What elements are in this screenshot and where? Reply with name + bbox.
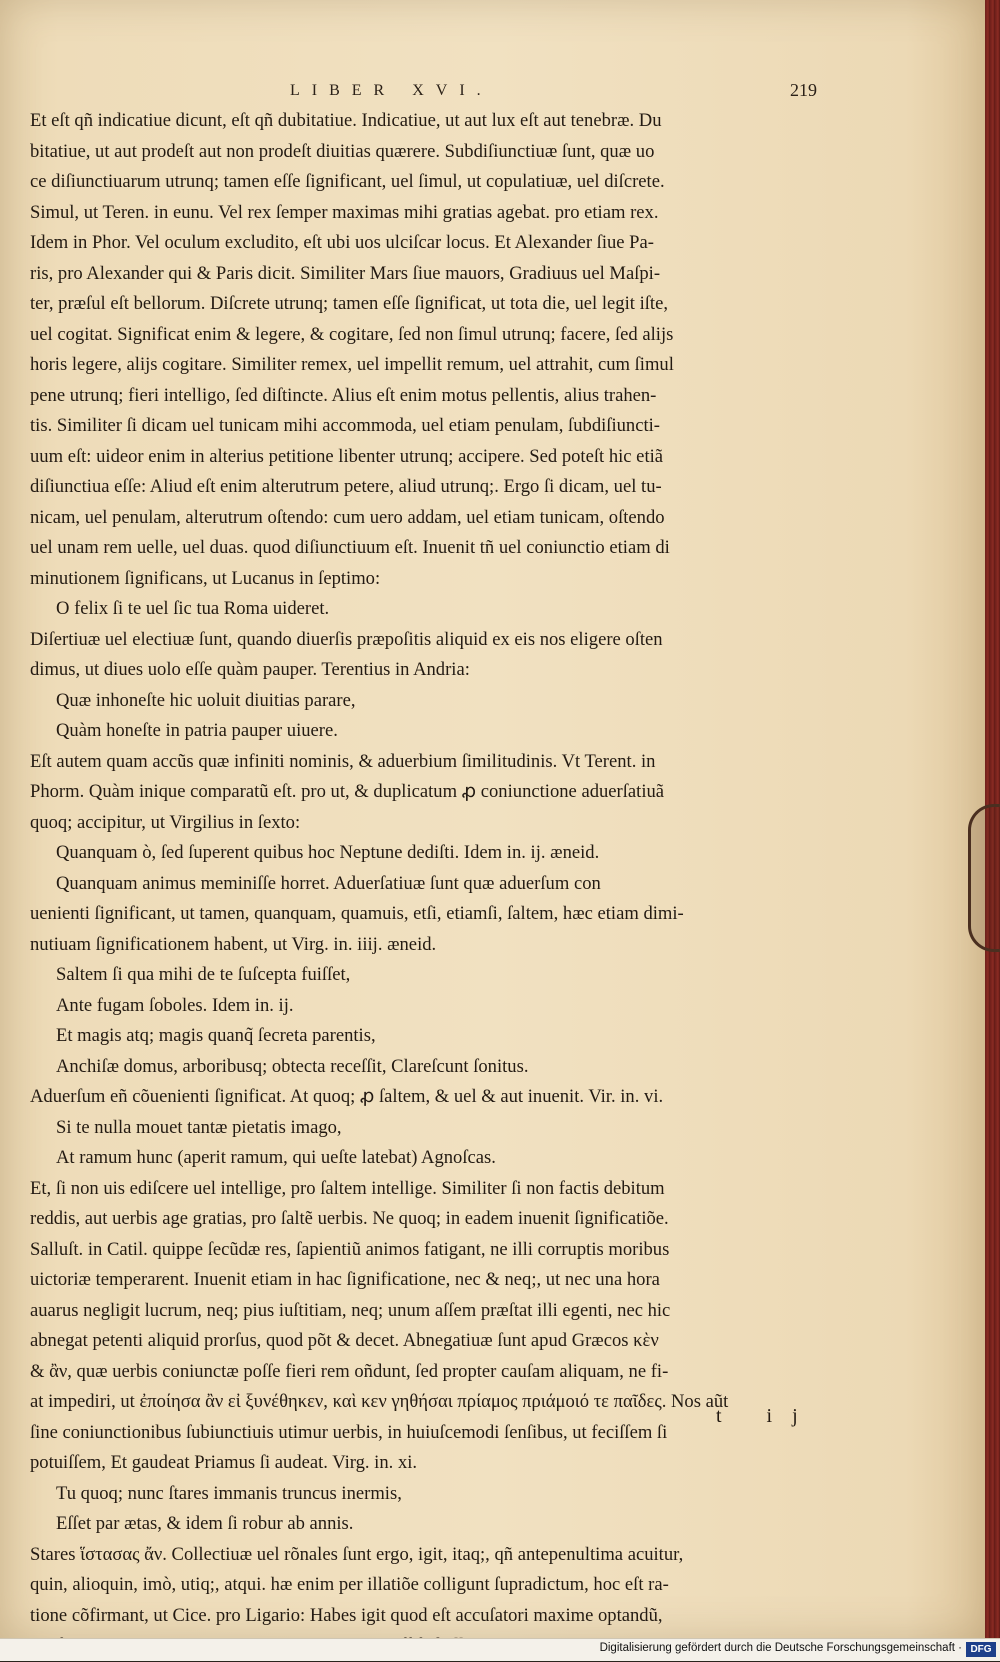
verse-line: Eſſet par ætas, & idem ſi robur ab annis. <box>56 1513 354 1534</box>
text-line: Et eſt qñ indicatiue dicunt, eſt qñ dubitatiue. Indicatiue, ut aut lux eſt aut tenebræ. Du <box>30 110 662 131</box>
text-line: Diſertiuæ uel electiuæ ſunt, quando diuerſis præpoſitis aliquid ex eis nos eligere oſten <box>30 628 663 650</box>
text-line: uel cogitat. Significat enim & legere, & cogitare, ſed non ſimul utrunq; facere, ſed alijs <box>30 323 674 345</box>
running-head: LIBER XVI. <box>290 82 493 99</box>
text-line: uum eſt: uideor enim in alterius petitione libenter utrunq; accipere. Sed poteſt hic etiã <box>30 445 664 467</box>
text-line: tione cõfirmant, ut Cice. pro Ligario: Habes igit quod eſt accuſatori maxime optandũ, <box>30 1604 663 1626</box>
folio-number: 219 <box>790 80 817 100</box>
text-line: dimus, ut diues uolo eſſe quàm pauper. Terentius in Andria: <box>30 659 470 680</box>
text-line: quoq; accipitur, ut Virgilius in ſexto: <box>30 811 301 833</box>
verse-line: Ante fugam ſoboles. Idem in. ij. <box>56 994 294 1016</box>
signature-mark: t ij <box>716 1405 818 1427</box>
text-line: ris, pro Alexander qui & Paris dicit. Similiter Mars ſiue mauors, Gradiuus uel Maſpi- <box>30 262 661 284</box>
text-line: ſine coniunctionibus ſubiunctiuis utimur uerbis, in huiuſcemodi ſenſibus, ut feciſſem ſi <box>30 1421 668 1443</box>
text-line: Et, ſi non uis ediſcere uel intellige, pro ſaltem intellige. Similiter ſi non factis debitum <box>30 1177 665 1199</box>
verse-line: Quæ inhoneſte hic uoluit diuitias parare, <box>56 689 356 711</box>
text-line: diſiunctiua eſſe: Aliud eſt enim alterutrum petere, aliud utrunq;. Ergo ſi dicam, uel tu- <box>30 476 662 497</box>
verse-line: Quanquam animus meminiſſe horret. Aduerſatiuæ ſunt quæ aduerſum con <box>56 872 601 894</box>
text-line: quin, alioquin, imò, utiq;, atqui. hæ enim per illatiõe colligunt ſupradictum, hoc eſt ra- <box>30 1574 669 1595</box>
text-line: Phorm. Quàm inique comparatũ eſt. pro ut, & duplicatum ꝓ coniunctione aduerſatiuã <box>30 781 665 802</box>
text-line: Salluſt. in Catil. quippe ſecũdæ res, ſapientiũ animos fatigant, ne illi corruptis moribus <box>30 1238 670 1260</box>
text-line: nicam, uel penulam, alterutrum oſtendo: cum uero addam, uel etiam tunicam, oſtendo <box>30 506 665 528</box>
text-line: reddis, aut uerbis age gratias, pro ſaltẽ uerbis. Ne quoq; in eadem inuenit ſignificatiõe. <box>30 1208 669 1229</box>
verse-line: Et magis atq; magis quanq̃ ſecreta parentis, <box>56 1025 376 1046</box>
text-line: Simul, ut Teren. in eunu. Vel rex ſemper maximas mihi gratias agebat. pro etiam rex. <box>30 201 659 223</box>
text-line: & ἂν, quæ uerbis coniunctæ poſſe fieri rem oñdunt, ſed propter cauſam aliquam, ne fi- <box>30 1360 669 1382</box>
text-line: ce diſiunctiuarum utrunq; tamen eſſe ſignificant, uel ſimul, ut copulatiuæ, uel diſcrete. <box>30 171 665 192</box>
text-line: ter, præſul eſt bellorum. Diſcrete utrunq; tamen eſſe ſignificat, ut tota die, uel legit iſte, <box>30 293 668 314</box>
text-line: uel unam rem uelle, uel duas. quod diſiunctiuum eſt. Inuenit tñ uel coniunctio etiam di <box>30 537 670 558</box>
dfg-logo: DFG <box>966 1642 996 1657</box>
verse-line: At ramum hunc (aperit ramum, qui ueſte latebat) Agnoſcas. <box>56 1147 496 1168</box>
text-line: Idem in Phor. Vel oculum excludito, eſt ubi uos ulciſcar locus. Et Alexander ſiue Pa- <box>30 232 654 253</box>
text-line: potuiſſem, Et gaudeat Priamus ſi audeat. Virg. in. xi. <box>30 1452 418 1473</box>
text-line: Stares ἵστασας ἄν. Collectiuæ uel rõnales ſunt ergo, igit, itaq;, qñ antepenultima acuitur, <box>30 1543 684 1565</box>
text-line: abnegat petenti aliquid prorſus, quod põt & decet. Abnegatiuæ ſunt apud Græcos κὲν <box>30 1330 659 1351</box>
text-line: uenienti ſignificant, ut tamen, quanquam, quamuis, etſi, etiamſi, ſaltem, hæc etiam dimi- <box>30 903 684 924</box>
text-line: Aduerſum eñ cõuenienti ſignificat. At quoq; ꝓ ſaltem, & uel & aut inuenit. Vir. in. vi. <box>30 1086 664 1107</box>
verse-line: Quanquam ò, ſed ſuperent quibus hoc Neptune dediſti. Idem in. ij. æneid. <box>56 842 600 863</box>
verse-line: Saltem ſi qua mihi de te ſuſcepta fuiſſet, <box>56 964 351 985</box>
verse-line: Quàm honeſte in patria pauper uiuere. <box>56 720 338 741</box>
footer-credit: Digitalisierung gefördert durch die Deutsche Forschungsgemeinschaft · <box>599 1642 962 1654</box>
text-line: uictoriæ temperarent. Inuenit etiam in hac ſignificatione, nec & neq;, ut nec una hora <box>30 1269 660 1290</box>
text-line: auarus negligit lucrum, neq; pius iuſtitiam, neq; unum aſſem præſtat illi egenti, nec hic <box>30 1299 671 1321</box>
text-line: at impediri, ut ἐποίησα ἂν εἰ ξυνέθηκεν, καὶ κεν γηθήσαι πρίαμος πριάμοιό τε παῖδες. Nos aũt <box>30 1391 729 1412</box>
clasp-strap <box>968 804 1000 952</box>
verse-line: O felix ſi te uel ſic tua Roma uideret. <box>56 598 330 619</box>
text-line: pene utrunq; fieri intelligo, ſed diſtincte. Alius eſt enim motus pellentis, alius trahen- <box>30 384 657 406</box>
text-line: Eſt autem quam accũs quæ infiniti nominis, & aduerbium ſimilitudinis. Vt Terent. in <box>30 750 656 772</box>
verse-line: Si te nulla mouet tantæ pietatis imago, <box>56 1116 342 1138</box>
text-line: tis. Similiter ſi dicam uel tunicam mihi accommoda, uel etiam penulam, ſubdiſiuncti- <box>30 415 660 436</box>
text-line: bitatiue, ut aut prodeſt aut non prodeſt diuitias quærere. Subdiſiunctiuæ ſunt, quæ uo <box>30 140 655 162</box>
text-line: nutiuam ſignificationem habent, ut Virg. in. iiij. æneid. <box>30 933 437 955</box>
text-line: horis legere, alijs cogitare. Similiter remex, uel impellit remum, uel attrahit, cum ſimul <box>30 354 674 375</box>
text-line: minutionem ſignificans, ut Lucanus in ſeptimo: <box>30 567 381 589</box>
text-block <box>30 106 852 1662</box>
verse-line: Anchiſæ domus, arboribusq; obtecta receſſit, Clareſcunt ſonitus. <box>56 1055 529 1077</box>
verse-line: Tu quoq; nunc ſtares immanis truncus inermis, <box>56 1482 402 1504</box>
footer-bar <box>0 1638 1000 1661</box>
